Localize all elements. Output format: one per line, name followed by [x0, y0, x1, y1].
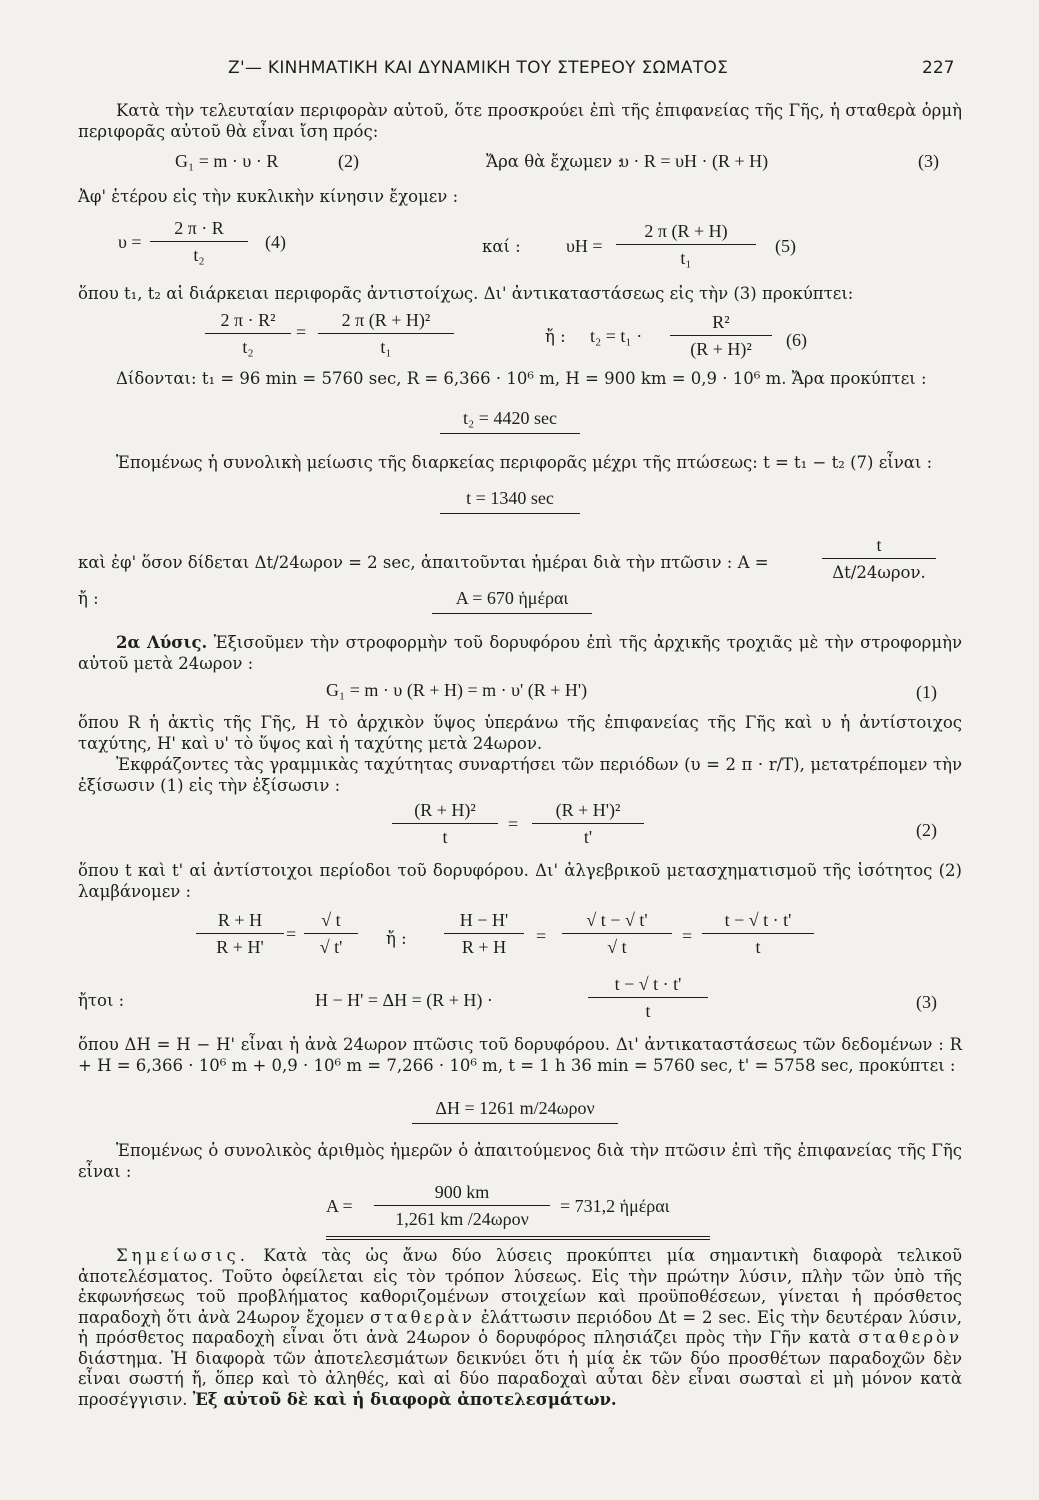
result-dH — [412, 1098, 618, 1124]
equation-1b-number: (1) — [916, 682, 937, 702]
equation-3-prefix: Ἄρα θὰ ἔχωμεν : — [486, 152, 623, 171]
result-t2 — [440, 408, 580, 434]
paragraph-1: Κατὰ τὴν τελευταίαν περιφορὰν αὐτοῦ, ὅτε προσκρούει ἐπὶ τῆς ἐπιφανείας τῆς Γῆς, ἡ σταθερὰ ὁρμὴ περιφορᾶς αὐτοῦ θὰ εἶναι ἴση πρός: — [78, 101, 962, 141]
final-equation-lhs: A = — [326, 1196, 353, 1216]
days-fraction — [822, 535, 936, 583]
equation-2b-numerator-b: (R + H')² — [555, 800, 621, 820]
equation-6-fraction-b — [318, 310, 454, 358]
note-spaced-2: σταθερὸν — [858, 1328, 962, 1347]
equation-3b-lhs: H − H' = ΔH = (R + H) · — [315, 990, 493, 1010]
equation-3a-fraction-e — [702, 910, 814, 958]
page-number: 227 — [922, 58, 955, 78]
equation-3a-equals-3: = — [682, 926, 693, 946]
paragraph-2: Ἀφ' ἑτέρου εἰς τὴν κυκλικὴν κίνησιν ἔχομεν : — [78, 187, 459, 206]
paragraph-10: ὅπου ΔH = H − H' εἶναι ἡ ἀνὰ 24ωρον πτῶσις τοῦ δορυφόρου. Δι' ἀντικαταστάσεως τῶν δεδομένων : R + H = 6,366 · 10⁶ m + 0,9 · 10⁶ m = 7,266 · 10⁶ m, t = 1 h 36 min = 5760 sec, t' = 5758 sec, προκύπτει : — [78, 1035, 962, 1075]
equation-4-numerator: 2 π · R — [174, 218, 224, 238]
equation-3a-denominator-c: R + H — [461, 937, 507, 957]
equation-3a-numerator-b: √ t — [321, 910, 341, 930]
equation-5-numerator: 2 π (R + H) — [644, 221, 728, 241]
equation-2-number: (2) — [338, 151, 359, 171]
equation-5-number: (5) — [775, 236, 796, 256]
note-paragraph — [78, 1246, 962, 1410]
equation-2b-equals: = — [508, 814, 519, 834]
equation-3-number: (3) — [918, 151, 939, 171]
equation-3a-denominator-d: √ t — [607, 937, 627, 957]
result-A-text: A = 670 ἡμέραι — [455, 588, 569, 608]
or-label: ἤ : — [78, 589, 99, 608]
equation-5-denominator: t₁ — [680, 248, 692, 268]
paragraph-9: ὅπου t καὶ t' αἱ ἀντίστοιχοι περίοδοι τοῦ δορυφόρου. Δι' ἀλγεβρικοῦ μετασχηματισμοῦ τῆς ἰσότητος (2) λαμβάνομεν : — [78, 861, 962, 901]
equation-3a-numerator-d: √ t − √ t' — [586, 910, 648, 930]
equation-6-numerator-c: R² — [712, 312, 730, 332]
running-header: Ζ'— ΚΙΝΗΜΑΤΙΚΗ ΚΑΙ ΔΥΝΑΜΙΚΗ ΤΟΥ ΣΤΕΡΕΟΥ ΣΩΜΑΤΟΣ — [228, 58, 729, 78]
days-fraction-denominator: Δt/24ωρον. — [832, 563, 926, 582]
days-fraction-numerator: t — [876, 535, 882, 555]
equation-3a-denominator-b: √ t' — [319, 937, 343, 957]
equation-3b-fraction — [588, 974, 708, 1022]
equation-6-numerator-a: 2 π · R² — [220, 310, 276, 330]
equation-3b-number: (3) — [916, 992, 937, 1012]
equation-3b-denominator: t — [645, 1001, 651, 1021]
equation-6-denominator-a: t₂ — [242, 337, 254, 357]
equation-2b-numerator-a: (R + H)² — [414, 800, 476, 820]
note-text-3: διάστημα. Ἡ διαφορὰ τῶν ἀποτελεσμάτων δεικνύει ὅτι ἡ μία ἐκ τῶν δύο προσθέτων παραδοχῶν δὲν εἶναι σωστή ἤ, ὅπερ καὶ τὸ ἀληθές, καὶ αἱ δύο παραδοχαὶ αὗται δὲν εἶναι σωσταὶ εἰ μὴ μόνον κατὰ προσέγγισιν. — [78, 1348, 962, 1409]
equation-3a-numerator-c: H − H' — [459, 910, 509, 930]
result-t — [440, 488, 580, 514]
equation-3-body: υ · R = υH · (R + H) — [620, 151, 769, 171]
equation-6-denominator-b: t₁ — [380, 337, 392, 357]
note-spaced-1: σταθερὰν — [370, 1307, 475, 1327]
equation-5-kai: καί : — [482, 237, 521, 256]
equation-6-number: (6) — [786, 330, 807, 350]
solution-2-text: Ἐξισοῦμεν τὴν στροφορμὴν τοῦ δορυφόρου ἐπὶ τῆς ἀρχικῆς τροχιᾶς μὲ τὴν στροφορμὴν αὐτοῦ μετὰ 24ωρον : — [78, 633, 962, 673]
result-dH-text: ΔH = 1261 m/24ωρον — [435, 1098, 595, 1118]
equation-6-lhs: t₂ = t₁ · — [590, 326, 643, 346]
equation-4-number: (4) — [265, 232, 286, 252]
final-underline-2 — [326, 1239, 710, 1240]
equation-2b-denominator-a: t — [442, 827, 448, 847]
paragraph-5: Ἑπομένως ἡ συνολικὴ μείωσις τῆς διαρκείας περιφορᾶς μέχρι τῆς πτώσεως: t = t₁ − t₂ (7) εἶναι : — [116, 453, 933, 472]
paragraph-8: Ἐκφράζοντες τὰς γραμμικὰς ταχύτητας συναρτήσει τῶν περιόδων (υ = 2 π · r/T), μετατρέπομεν τὴν ἐξίσωσιν (1) εἰς τὴν ἐξίσωσιν : — [78, 755, 962, 795]
equation-2b-fraction-a — [392, 800, 498, 848]
note-text-2: ἐλάττωσιν περιόδου Δt = 2 sec. Εἰς τὴν δευτέραν λύσιν, ἡ πρόσθετος παραδοχὴ εἶναι ὅτι ἀνὰ 24ωρον ὁ δορυφόρος πλησιάζει πρὸς τὴν Γῆν κατὰ — [78, 1307, 962, 1347]
result-t-text: t = 1340 sec — [466, 488, 554, 508]
paragraph-3: ὅπου t₁, t₂ αἱ διάρκειαι περιφορᾶς ἀντιστοίχως. Δι' ἀντικαταστάσεως εἰς τὴν (3) προκύπτει: — [78, 284, 854, 303]
equation-2b-fraction-b — [532, 800, 644, 848]
note-title: Σημείωσις. — [116, 1246, 249, 1265]
equation-3a-denominator-e: t — [755, 937, 761, 957]
final-equation-rhs: = 731,2 ἡμέραι — [560, 1196, 670, 1216]
equation-3a-numerator-e: t − √ t · t' — [724, 910, 792, 930]
equation-4-fraction — [150, 218, 248, 266]
equation-6-denominator-c: (R + H)² — [690, 339, 752, 359]
equation-5-lhs: υH = — [566, 236, 603, 256]
paragraph-11: Ἑπομένως ὁ συνολικὸς ἀριθμὸς ἡμερῶν ὁ ἀπαιτούμενος διὰ τὴν πτῶσιν ἐπὶ τῆς ἐπιφανείας τῆς Γῆς εἶναι : — [78, 1141, 962, 1181]
final-underline-1 — [326, 1236, 710, 1237]
result-t2-text: t₂ = 4420 sec — [463, 408, 557, 428]
final-equation-denominator: 1,261 km /24ωρον — [395, 1209, 529, 1229]
paragraph-7: ὅπου R ἡ ἀκτὶς τῆς Γῆς, H τὸ ἀρχικὸν ὕψος ὑπεράνω τῆς ἐπιφανείας τῆς Γῆς καὶ υ ἡ ἀντίστοιχος ταχύτης, H' καὶ υ' τὸ ὕψος καὶ ἡ ταχύτης μετὰ 24ωρον. — [78, 713, 962, 753]
note-text-1: Κατὰ τὰς ὡς ἄνω δύο λύσεις προκύπτει μία σημαντικὴ διαφορὰ τελικοῦ ἀποτελέσματος. Τοῦτο ὀφείλεται εἰς τὸν τρόπον λύσεως. Εἰς τὴν πρώτην λύσιν, πλὴν τῶν ὑπὸ τῆς ἐκφωνήσεως τοῦ προβλήματος καθοριζομένων στοιχείων καὶ προϋποθέσεων, γίνεται ἡ πρόσθετος παραδοχὴ ὅτι ἀνὰ 24ωρον ἔχομεν — [78, 1246, 962, 1327]
equation-3a-fraction-c — [444, 910, 524, 958]
note-text-4: Ἐξ αὐτοῦ δὲ καὶ ἡ διαφορὰ ἀποτελεσμάτων. — [192, 1389, 617, 1409]
equation-3a-equals-2: = — [536, 926, 547, 946]
equation-3a-or: ἤ : — [386, 929, 407, 948]
equation-3b-numerator: t − √ t · t' — [614, 974, 682, 994]
equation-6-fraction-c — [670, 312, 772, 360]
equation-3a-fraction-a — [196, 910, 284, 958]
solution-2-paragraph — [78, 632, 962, 674]
equation-3a-denominator-a: R + H' — [216, 937, 264, 957]
equation-3a-equals-1: = — [286, 924, 297, 944]
equation-1b: G₁ = m · υ (R + H) = m · υ' (R + H') — [326, 680, 588, 700]
equation-4-denominator: t₂ — [193, 245, 205, 265]
equation-6-numerator-b: 2 π (R + H)² — [341, 310, 431, 330]
equation-3a-numerator-a: R + H — [217, 910, 263, 930]
paragraph-6: καὶ ἐφ' ὅσον δίδεται Δt/24ωρον = 2 sec, ἀπαιτοῦνται ἡμέραι διὰ τὴν πτῶσιν : A = — [78, 553, 769, 572]
result-A — [432, 588, 592, 614]
paragraph-4: Δίδονται: t₁ = 96 min = 5760 sec, R = 6,366 · 10⁶ m, H = 900 km = 0,9 · 10⁶ m. Ἄρα προκύπτει : — [116, 369, 927, 388]
equation-6-fraction-a — [205, 310, 291, 358]
final-equation-fraction — [374, 1182, 550, 1230]
etoi-label: ἤτοι : — [78, 991, 125, 1010]
equation-3a-fraction-d — [562, 910, 672, 958]
equation-2b-number: (2) — [916, 820, 937, 840]
equation-2b-denominator-b: t' — [583, 827, 593, 847]
final-equation-numerator: 900 km — [434, 1182, 490, 1202]
equation-4-lhs: υ = — [118, 232, 142, 252]
solution-2-title: 2α Λύσις. — [116, 633, 208, 652]
equation-5-fraction — [616, 221, 756, 269]
equation-6-equals: = — [296, 322, 307, 342]
equation-6-or: ἤ : — [545, 327, 566, 346]
equation-2-left: G₁ = m · υ · R — [175, 151, 279, 171]
equation-3a-fraction-b — [304, 910, 358, 958]
